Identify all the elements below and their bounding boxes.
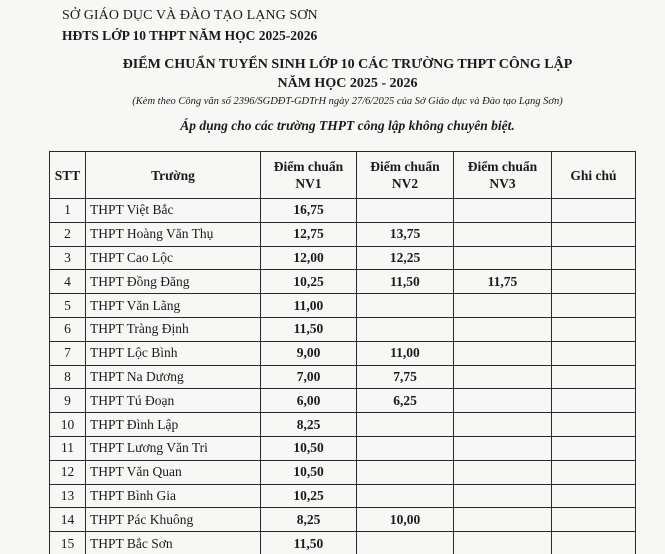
- cell-nv2: 12,25: [357, 246, 454, 270]
- cell-stt: 11: [50, 436, 86, 460]
- table-row: [50, 317, 636, 341]
- cell-school: THPT Việt Bắc: [86, 199, 261, 223]
- cell-note: [552, 199, 636, 223]
- cell-nv1: 8,25: [261, 508, 357, 532]
- cell-nv2: 7,75: [357, 365, 454, 389]
- cell-school: THPT Văn Lãng: [86, 294, 261, 318]
- document-subtitle: NĂM HỌC 2025 - 2026: [277, 76, 418, 91]
- cell-nv1: 8,25: [261, 413, 357, 437]
- cell-stt: 13: [50, 484, 86, 508]
- cell-school: THPT Tú Đoạn: [86, 389, 261, 413]
- header-nv2: Điểm chuẩn NV2: [357, 152, 454, 199]
- cell-nv1: 10,25: [261, 270, 357, 294]
- cell-stt: 14: [50, 508, 86, 532]
- table-row: [50, 341, 636, 365]
- cell-nv1: 9,00: [261, 341, 357, 365]
- cell-nv3: [454, 294, 552, 318]
- cell-stt: 2: [50, 222, 86, 246]
- cell-school: THPT Hoàng Văn Thụ: [86, 222, 261, 246]
- table-row: [50, 246, 636, 270]
- cell-nv3: [454, 246, 552, 270]
- document-title: ĐIỂM CHUẨN TUYỂN SINH LỚP 10 CÁC TRƯỜNG THPT CÔNG LẬP: [122, 57, 573, 72]
- cell-nv3: [454, 460, 552, 484]
- cell-stt: 10: [50, 413, 86, 437]
- cell-nv2: [357, 436, 454, 460]
- table-row: [50, 532, 636, 554]
- cell-school: THPT Na Dương: [86, 365, 261, 389]
- header-school: Trường: [86, 152, 261, 199]
- cell-stt: 1: [50, 199, 86, 223]
- cell-nv1: 10,25: [261, 484, 357, 508]
- cell-school: THPT Đồng Đăng: [86, 270, 261, 294]
- cutoff-score-table: [49, 151, 636, 554]
- cell-school: THPT Văn Quan: [86, 460, 261, 484]
- department-name: SỞ GIÁO DỤC VÀ ĐÀO TẠO LẠNG SƠN: [62, 8, 318, 23]
- cell-stt: 9: [50, 389, 86, 413]
- cell-nv2: 6,25: [357, 389, 454, 413]
- cell-school: THPT Đình Lập: [86, 413, 261, 437]
- cell-nv3: [454, 389, 552, 413]
- cell-note: [552, 365, 636, 389]
- cell-nv3: [454, 317, 552, 341]
- cell-nv3: [454, 508, 552, 532]
- cell-note: [552, 246, 636, 270]
- cell-stt: 5: [50, 294, 86, 318]
- header-nv1: Điểm chuẩn NV1: [261, 152, 357, 199]
- cell-stt: 15: [50, 532, 86, 554]
- cell-note: [552, 294, 636, 318]
- cell-school: THPT Tràng Định: [86, 317, 261, 341]
- cell-nv2: [357, 413, 454, 437]
- table-row: [50, 389, 636, 413]
- cell-stt: 3: [50, 246, 86, 270]
- cell-nv3: [454, 413, 552, 437]
- cell-nv1: 16,75: [261, 199, 357, 223]
- cell-stt: 4: [50, 270, 86, 294]
- scope-note: Áp dụng cho các trường THPT công lập không chuyên biệt.: [180, 118, 515, 133]
- reference-note: (Kèm theo Công văn số 2396/SGDĐT-GDTrH ngày 27/6/2025 của Sở Giáo dục và Đào tạo Lạng Sơn): [132, 96, 563, 107]
- cell-nv1: 6,00: [261, 389, 357, 413]
- cell-nv1: 10,50: [261, 436, 357, 460]
- cell-school: THPT Bắc Sơn: [86, 532, 261, 554]
- table-row: [50, 460, 636, 484]
- cell-stt: 7: [50, 341, 86, 365]
- cell-nv2: 13,75: [357, 222, 454, 246]
- table-row: [50, 508, 636, 532]
- cell-stt: 8: [50, 365, 86, 389]
- cell-nv2: 11,00: [357, 341, 454, 365]
- cell-nv3: 11,75: [454, 270, 552, 294]
- table-row: [50, 222, 636, 246]
- cell-note: [552, 389, 636, 413]
- cell-nv1: 12,75: [261, 222, 357, 246]
- cell-nv3: [454, 341, 552, 365]
- cell-nv2: 11,50: [357, 270, 454, 294]
- cell-nv2: [357, 317, 454, 341]
- table-row: [50, 436, 636, 460]
- cell-nv1: 11,00: [261, 294, 357, 318]
- cell-school: THPT Bình Gia: [86, 484, 261, 508]
- table-row: [50, 270, 636, 294]
- cell-stt: 12: [50, 460, 86, 484]
- cell-nv3: [454, 199, 552, 223]
- cell-nv2: [357, 199, 454, 223]
- cell-nv1: 12,00: [261, 246, 357, 270]
- header-stt: STT: [50, 152, 86, 199]
- header-nv3: Điểm chuẩn NV3: [454, 152, 552, 199]
- header-note: Ghi chú: [552, 152, 636, 199]
- cell-school: THPT Cao Lộc: [86, 246, 261, 270]
- cell-nv3: [454, 222, 552, 246]
- cell-note: [552, 484, 636, 508]
- cell-nv3: [454, 365, 552, 389]
- table-row: [50, 294, 636, 318]
- cell-nv1: 11,50: [261, 317, 357, 341]
- table-header-row: [50, 152, 636, 199]
- cell-school: THPT Lương Văn Tri: [86, 436, 261, 460]
- cell-nv3: [454, 484, 552, 508]
- cell-nv2: [357, 484, 454, 508]
- cell-note: [552, 317, 636, 341]
- cell-nv3: [454, 532, 552, 554]
- cell-nv1: 11,50: [261, 532, 357, 554]
- table-row: [50, 199, 636, 223]
- cell-nv1: 7,00: [261, 365, 357, 389]
- table-row: [50, 484, 636, 508]
- cell-note: [552, 532, 636, 554]
- cell-note: [552, 413, 636, 437]
- cell-note: [552, 436, 636, 460]
- cell-nv2: [357, 532, 454, 554]
- cell-note: [552, 222, 636, 246]
- cell-note: [552, 508, 636, 532]
- cell-nv1: 10,50: [261, 460, 357, 484]
- cell-note: [552, 270, 636, 294]
- cell-school: THPT Pác Khuông: [86, 508, 261, 532]
- council-name: HĐTS LỚP 10 THPT NĂM HỌC 2025-2026: [62, 28, 318, 43]
- cell-stt: 6: [50, 317, 86, 341]
- cell-note: [552, 341, 636, 365]
- table-row: [50, 413, 636, 437]
- cell-school: THPT Lộc Bình: [86, 341, 261, 365]
- cell-nv2: [357, 294, 454, 318]
- cell-nv3: [454, 436, 552, 460]
- table-row: [50, 365, 636, 389]
- cell-note: [552, 460, 636, 484]
- cell-nv2: 10,00: [357, 508, 454, 532]
- cell-nv2: [357, 460, 454, 484]
